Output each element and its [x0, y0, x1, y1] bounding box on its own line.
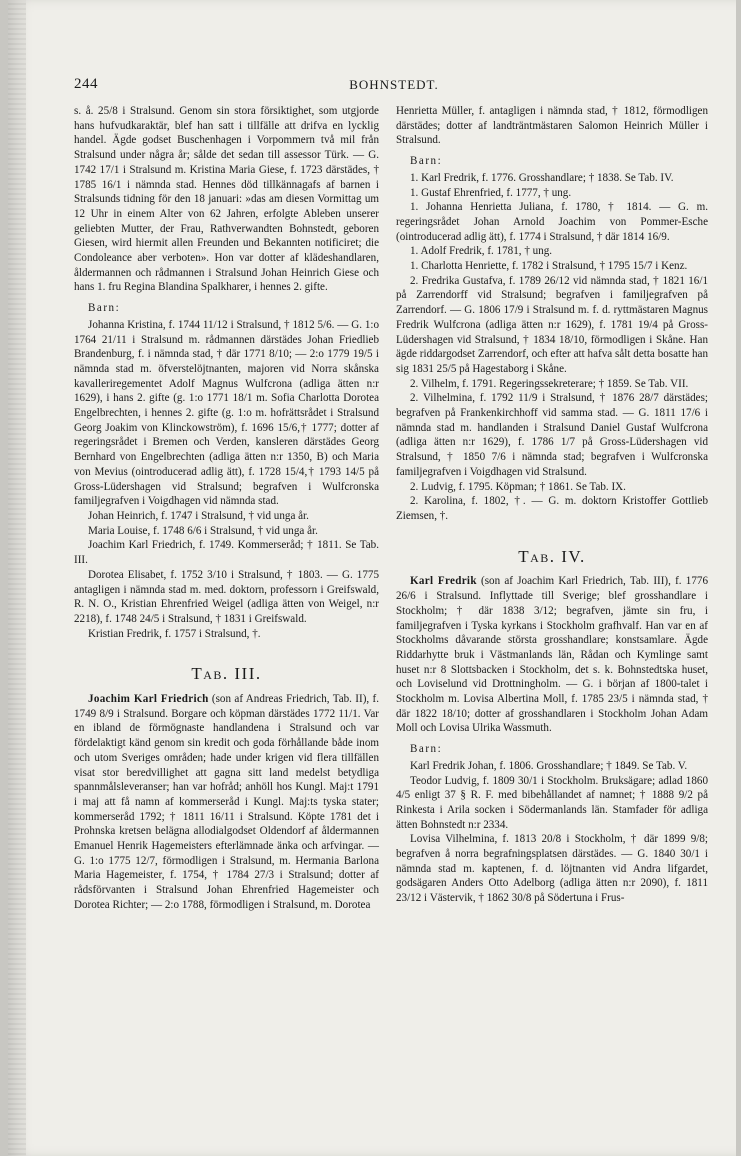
- child-entry: 1. Karl Fredrik, f. 1776. Grosshandlare; † 1838. Se Tab. IV.: [410, 171, 674, 184]
- child-entry: Dorotea Elisabet, f. 1752 3/10 i Stralsund, † 1803. — G. 1775 antagligen i nämnda stad m. med. doktorn, professorn i Greifswald, R. N. O., Kristian Ehrenfried Weigel (adliga ätten von Weigel, n:r 2218), f. 1748 24/5 i Stralsund, † 1831 i Greifswald.: [74, 568, 379, 625]
- child-entry: Kristian Fredrik, f. 1757 i Stralsund, †.: [88, 627, 261, 640]
- binding-gutter: [8, 0, 26, 1156]
- left-column: [74, 104, 379, 913]
- child-entry: Teodor Ludvig, f. 1809 30/1 i Stockholm. Bruksägare; adlad 1860 4/5 enligt 37 § R. F. med bibehållandet af namnet; † 1888 9/2 på Rinkesta i Arila socken i Södermanlands län. Stamfader för adliga ätten Bohnstedt n:r 2334.: [396, 774, 708, 831]
- child-entry: Johanna Kristina, f. 1744 11/12 i Stralsund, † 1812 5/6. — G. 1:o 1764 21/11 i Stralsund m. rådmannen därstädes Johan Friedlieb Brandenburg, f. i nämnda stad, † där 1771 8/10; — 2:o 1779 19/5 i nämnda stad m. öfverstelöjtnanten, majoren vid Norra skånska kavalleriregementet Adolf Magnus Wulfcrona (adliga ätten n:r 1629), i hans 2. gifte (g. 1:o 1771 18/1 m. Sofia Charlotta Dorotea Engelbrechten, i hennes 2. gifte (g. 1:o m. hofrättsrådet i Stralsund Georg Joakim von Klinckowström), f. 1696 15/6,† 1777; dotter af regeringsrådet i Bremen och Verden, kansleren därstädes Georg Bernhard von Engelbrechten (adliga ätten n:r 1350, B) och Maria von Mevius (ointroducerad adlig ätt), f. 1728 15/4,† 1793 14/5 på Gross-Lüdershagen vid Stralsund; begrafven i Wulfcronska familjegrafven i Voigdhagen vid nämnda stad.: [74, 318, 379, 508]
- tab-iii-text: (son af Andreas Friedrich, Tab. II), f. 1749 8/9 i Stralsund. Borgare och köpman därstädes 1772 11/1. Var en ibland de förmögnaste handlandena i Stralsund och var fördelaktigt känd genom sin kredit och goda förhållande både inom och utom Sveriges områden; hade under krigen vid flera tillfällen visat stor beredvillighet att gagna sitt land medelst betydliga spannmålsleveranser; han var hofråd; anhöll hos Kungl. Maj:t 1791 i maj att få namn af kommerseråd i Kungl. Maj:ts tyska stater; kommerseråd 1792; † 1811 16/11 i Stralsund. Köpte 1781 det i Prohnska kretsen belägna allodialgodset Oldendorf af åldermannen Emanuel Henrik Hagemeisters efterlämnade änka och arfvingar. — G. 1:o 1775 12/7, förmodligen i Stralsund, m. Hermania Barlona Maria Hagemeister, f. 1754, † 1784 27/3 i Stralsund; dotter af rådsförvanten i Stralsund Johan Ehrenfried Hagemeister och Dorotea Richter; — 2:o 1788, förmodligen i Stralsund, m. Dorotea: [74, 693, 379, 911]
- page-header: [74, 76, 714, 96]
- tab-iii-paragraph: [74, 692, 379, 913]
- running-head: BOHNSTEDT.: [349, 77, 439, 92]
- child-entry: 2. Vilhelmina, f. 1792 11/9 i Stralsund, † 1876 28/7 därstädes; begrafven på Frankenkirchhoff vid samma stad. — G. 1811 17/6 i nämnda stad m. handlanden i Stralsund Daniel Gustaf Wulfcrona (adliga ätten n:r 1629), f. 1786 1/7 på Gross-Lüdershagen vid Stralsund, † 1850 7/6 i nämnda stad; begrafven i Wulfcronska familjegrafven i Voigdhagen vid Stralsund.: [396, 392, 708, 478]
- page-number: 244: [74, 76, 98, 92]
- children-label: Barn:: [410, 743, 443, 756]
- children-label: Barn:: [410, 155, 443, 168]
- tab-iv-paragraph: [396, 574, 708, 736]
- child-entry: Lovisa Vilhelmina, f. 1813 20/8 i Stockholm, † där 1899 9/8; begrafven å norra begrafningsplatsen därstädes. — G. 1840 30/1 i nämnda stad m. kaptenen, f. d. löjtnanten vid Andra lifgardet, godsägaren Anders Otto Adelborg (adliga ätten n:r 2090), f. 1811 23/12 i Västervik, † 1862 30/8 på Södertuna i Frus-: [396, 833, 708, 905]
- children-label: Barn:: [88, 302, 121, 315]
- child-entry: 2. Vilhelm, f. 1791. Regeringssekreterare; † 1859. Se Tab. VII.: [410, 377, 689, 390]
- child-entry: Johan Heinrich, f. 1747 i Stralsund, † vid unga år.: [88, 509, 309, 522]
- child-entry: 2. Fredrika Gustafva, f. 1789 26/12 vid nämnda stad, † 1821 16/1 på Zarrendorff vid Stralsund; begrafven i familjegrafven på Zarrendorf. — G. 1806 17/9 i Stralsund m. f. d. ryttmästaren Magnus Fredrik Wulfcrona (adliga ätten n:r 1629), f. 1781 19/4 på Gross-Lüdershagen vid Stralsund, † 1834 18/10, förmodligen i Skåne. Han ägde riddargodset Zarrendorf, och efter att hafva sålt detta bosatte han sig 1831 25/5 på Hagestaborg i Skåne.: [396, 274, 708, 375]
- book-page: [8, 0, 736, 1156]
- tab-iv-text: (son af Joachim Karl Friedrich, Tab. III), f. 1776 26/6 i Stralsund. Inflyttade till Sverige; blef grosshandlare i Stockholm; † där 1838 3/12; begrafven, jämte sin fru, i familjegrafven i Tyska kyrkans i Stockholm grafhvalf. Han var en af Stockholms dåvarande största grosshandlare; konstsamlare. Ägde Riddarhytte bruk i Västmanlands län, Rådan och Kymlinge samt huset n:r 8 Slottsbacken i Stockholm, det s. k. Bohnstedtska huset, och Loviselund vid Drottningholm. — G. i början af 1800-talet i Stockholm m. Lovisa Albertina Moll, f. 1785 23/5 i nämnda stad, † där 1822 18/10; dotter af grosshandlaren i Stockholm Johan Adam Moll och Lovisa Ulrika Wassmuth.: [396, 575, 708, 735]
- intro-paragraph: s. å. 25/8 i Stralsund. Genom sin stora försiktighet, som utgjorde hans hufvudkaraktär, blef han satt i tillfälle att drifva en lycklig handel. Ägde godset Buschenhagen i Vorpommern två mil från Stralsund under några år; sålde det sedan till assessor Türk. — G. 1742 17/1 i Stralsund m. Kristina Maria Giese, f. 1723 därstädes, † 1785 16/1 i nämnda stad. Hennes död tillkännagafs af barnen i Stralsunds tidning för den 18 januari: »das am diesen Vormittag um 12 Uhr in einem Alter von 62 Jahren, erfolgte Ableben unserer geliebten Mutter, der Frau, Rathverwandten Bohnstedt, geboren Giesen, wird hiermit allen Freunden und Bekannten notificiret; die Condoleance aber verboten». Hon var dotter af klädeshandlaren, åldermannen och rådmannen i Stralsund Johan Heinrich Giese och hans 1. fru Regina Blandina Spalkharer, i hennes 2. gifte.: [74, 105, 379, 294]
- child-entry: Maria Louise, f. 1748 6/6 i Stralsund, † vid unga år.: [88, 524, 318, 537]
- tab-iii-person-name: Joachim Karl Friedrich: [88, 693, 209, 706]
- child-entry: 2. Karolina, f. 1802, †. — G. m. doktorn Kristoffer Gottlieb Ziemsen, †.: [396, 495, 708, 522]
- child-entry: 1. Gustaf Ehrenfried, f. 1777, † ung.: [410, 186, 572, 199]
- child-entry: 1. Charlotta Henriette, f. 1782 i Stralsund, † 1795 15/7 i Kenz.: [410, 260, 688, 273]
- tab-iv-person-name: Karl Fredrik: [410, 575, 477, 588]
- section-heading-tab-iv: Tab. IV.: [518, 546, 586, 566]
- child-entry: 1. Adolf Fredrik, f. 1781, † ung.: [410, 245, 553, 258]
- child-entry: 2. Ludvig, f. 1795. Köpman; † 1861. Se Tab. IX.: [410, 480, 626, 493]
- right-column: [396, 104, 708, 906]
- child-entry: Karl Fredrik Johan, f. 1806. Grosshandlare; † 1849. Se Tab. V.: [410, 759, 688, 772]
- continuation-paragraph: Henrietta Müller, f. antagligen i nämnda stad, † 1812, förmodligen därstädes; dotter af landträntmästaren Salomon Heinrich Müller i Stralsund.: [396, 105, 708, 147]
- child-entry: 1. Johanna Henrietta Juliana, f. 1780, † 1814. — G. m. regeringsrådet Johan Arnold Joachim von Pommer-Esche (ointroducerad adlig ätt), f. 1774 i Stralsund, † där 1814 16/9.: [396, 201, 708, 243]
- child-entry: Joachim Karl Friedrich, f. 1749. Kommerseråd; † 1811. Se Tab. III.: [74, 539, 379, 567]
- section-heading-tab-iii: Tab. III.: [191, 664, 262, 684]
